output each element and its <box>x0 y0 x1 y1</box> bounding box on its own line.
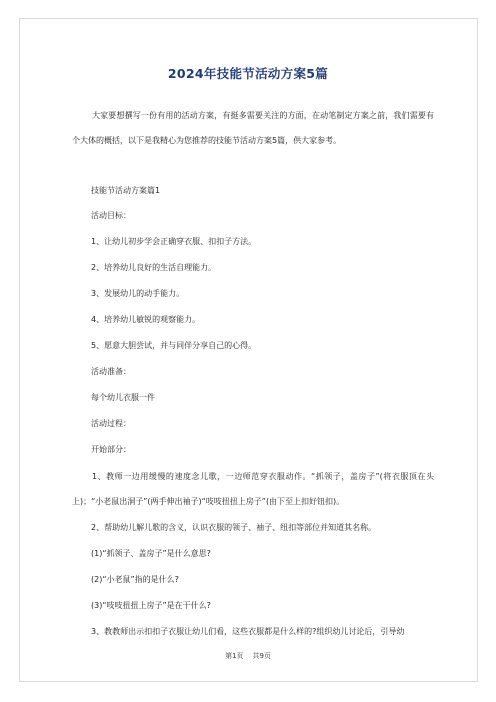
section-heading: 技能节活动方案篇1 <box>91 186 161 195</box>
document-title: 2024年技能节活动方案5篇 <box>167 66 329 81</box>
page-footer <box>0 651 496 661</box>
process-paragraph-1: 1、教师一边用缓慢的速度念儿歌，一边师范穿衣服动作。“抓领子，盖房子”(将衣服顶在头上)；“小老鼠出洞子”(两手伸出袖子)“吱吱扭扭上房子”(由下至上扣好钮扣)。 <box>72 472 434 506</box>
intro-paragraph: 大家要想撰写一份有用的活动方案，有挺多需要关注的方面，在动笔制定方案之前，我们需要有个大体的概括，以下是我精心为您推荐的技能节活动方案5篇，供大家参考。 <box>72 111 434 145</box>
question-3: (3)“吱吱扭扭上房子”是在干什么? <box>91 601 211 610</box>
goal-item-4: 4、培养幼儿敏锐的观察能力。 <box>91 315 201 324</box>
preparation-item: 每个幼儿衣服一件 <box>91 393 155 402</box>
opening-label: 开始部分： <box>91 445 131 454</box>
preparation-label: 活动准备： <box>91 367 131 376</box>
goal-item-3: 3、发展幼儿的动手能力。 <box>91 289 185 298</box>
process-item-3: 3、教教师出示扣扣子衣服让幼儿们看，这些衣服都是什么样的?组织幼儿讨论后，引导幼 <box>91 627 405 636</box>
activity-goals-label: 活动目标： <box>91 211 131 220</box>
total-pages: 共9页 <box>252 652 271 660</box>
goal-item-1: 1、让幼儿初步学会正确穿衣服、扣扣子方法。 <box>91 237 257 246</box>
process-item-2: 2、帮助幼儿解儿歌的含义，认识衣服的领子、袖子、纽扣等部位并知道其名称。 <box>91 523 377 532</box>
goal-item-5: 5、愿意大胆尝试，并与同伴分享自己的心得。 <box>91 341 257 350</box>
process-label: 活动过程： <box>91 419 131 428</box>
goal-item-2: 2、培养幼儿良好的生活自理能力。 <box>91 263 217 272</box>
page-number: 第1页 <box>225 652 244 660</box>
question-2: (2)“小老鼠”指的是什么? <box>91 575 179 584</box>
question-1: (1)“抓领子、盖房子”是什么意思? <box>91 549 211 558</box>
